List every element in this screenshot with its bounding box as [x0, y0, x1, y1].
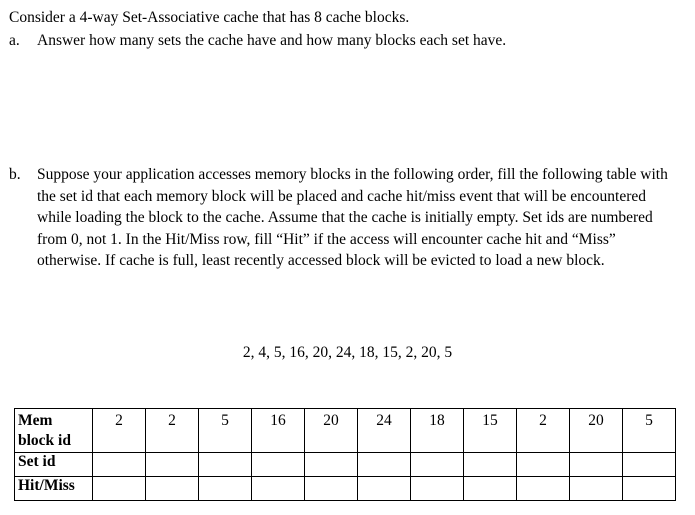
- mem-block-id-cell: 5: [623, 409, 676, 453]
- hit-miss-cell[interactable]: [570, 477, 623, 501]
- hit-miss-cell[interactable]: [146, 477, 199, 501]
- hit-miss-cell[interactable]: [411, 477, 464, 501]
- hit-miss-cell[interactable]: [464, 477, 517, 501]
- set-id-row: [15, 453, 676, 477]
- cache-table: [14, 408, 676, 501]
- set-id-cell[interactable]: [411, 453, 464, 477]
- hit-miss-row: [15, 477, 676, 501]
- set-id-cell[interactable]: [517, 453, 570, 477]
- mem-block-id-cell: 18: [411, 409, 464, 453]
- mem-block-id-cell: 24: [358, 409, 411, 453]
- set-id-cell[interactable]: [93, 453, 146, 477]
- question-a: [9, 30, 679, 52]
- set-id-cell[interactable]: [252, 453, 305, 477]
- set-id-header: Set id: [15, 453, 93, 477]
- mem-block-id-cell: 16: [252, 409, 305, 453]
- set-id-cell[interactable]: [146, 453, 199, 477]
- set-id-cell[interactable]: [464, 453, 517, 477]
- mem-header-line1: Mem: [18, 412, 53, 429]
- hit-miss-cell[interactable]: [517, 477, 570, 501]
- question-a-text: Answer how many sets the cache have and how many blocks each set have.: [37, 32, 507, 49]
- mem-block-id-row: [15, 409, 676, 453]
- problem-intro: Consider a 4-way Set-Associative cache that has 8 cache blocks.: [9, 9, 410, 26]
- question-b-text: Suppose your application accesses memory blocks in the following order, fill the following table with the set id that each memory block will be placed and cache hit/miss event that will be encountered while loading the block to the cache. Assume that the cache is initially empty. Set ids are numbered from 0, not 1. In the Hit/Miss row, fill “Hit” if the access will encounter cache hit and “Miss” otherwise. If cache is full, least recently accessed block will be evicted to load a new block.: [37, 166, 668, 269]
- question-a-label: a.: [9, 32, 20, 49]
- hit-miss-cell[interactable]: [199, 477, 252, 501]
- hit-miss-cell[interactable]: [358, 477, 411, 501]
- mem-header-line2: block id: [18, 432, 71, 449]
- set-id-cell[interactable]: [358, 453, 411, 477]
- set-id-cell[interactable]: [199, 453, 252, 477]
- hit-miss-cell[interactable]: [252, 477, 305, 501]
- set-id-cell[interactable]: [623, 453, 676, 477]
- set-id-cell[interactable]: [305, 453, 358, 477]
- hit-miss-cell[interactable]: [305, 477, 358, 501]
- question-b: [9, 164, 679, 272]
- mem-block-id-cell: 15: [464, 409, 517, 453]
- mem-block-id-cell: 5: [199, 409, 252, 453]
- hit-miss-header: Hit/Miss: [15, 477, 93, 501]
- mem-block-id-cell: 2: [517, 409, 570, 453]
- mem-block-id-header: [15, 409, 93, 453]
- access-sequence: 2, 4, 5, 16, 20, 24, 18, 15, 2, 20, 5: [242, 344, 453, 361]
- hit-miss-cell[interactable]: [623, 477, 676, 501]
- set-id-cell[interactable]: [570, 453, 623, 477]
- hit-miss-cell[interactable]: [93, 477, 146, 501]
- mem-block-id-cell: 2: [146, 409, 199, 453]
- mem-block-id-cell: 20: [305, 409, 358, 453]
- mem-block-id-cell: 2: [93, 409, 146, 453]
- question-b-label: b.: [9, 166, 21, 183]
- mem-block-id-cell: 20: [570, 409, 623, 453]
